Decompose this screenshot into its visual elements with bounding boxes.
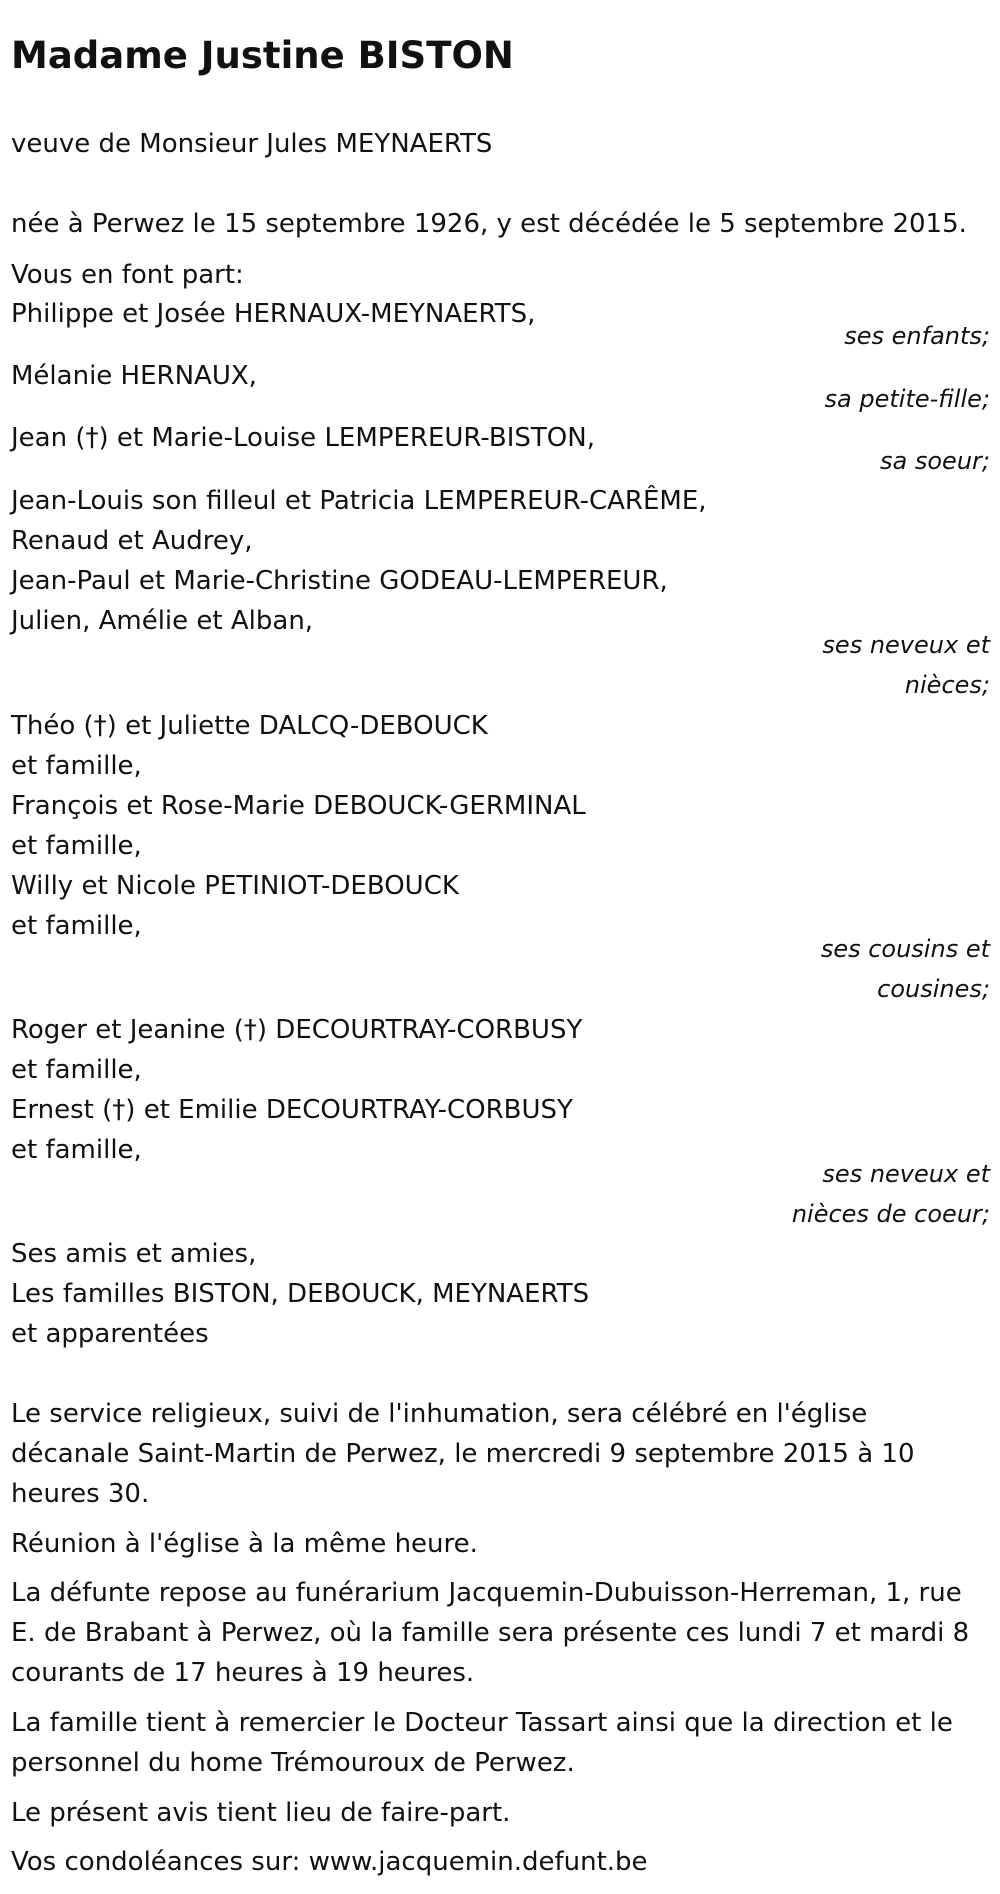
widow-of-line: veuve de Monsieur Jules MEYNAERTS — [11, 129, 493, 159]
condolences-paragraph: Vos condoléances sur: www.jacquemin.defunt.be — [11, 1847, 648, 1877]
family-line: Jean-Louis son filleul et Patricia LEMPEREUR-CARÊME, — [11, 486, 707, 516]
family-line: Théo (†) et Juliette DALCQ-DEBOUCK — [11, 711, 488, 741]
family-line: et famille, — [11, 751, 142, 781]
family-line: Jean (†) et Marie-Louise LEMPEREUR-BISTON, — [11, 423, 595, 453]
relation-label: ses neveux et — [822, 1160, 990, 1188]
family-line: et famille, — [11, 911, 142, 941]
family-line: Les familles BISTON, DEBOUCK, MEYNAERTS — [11, 1279, 590, 1309]
page-title: Madame Justine BISTON — [11, 34, 514, 77]
family-line: Mélanie HERNAUX, — [11, 361, 257, 391]
family-line: et apparentées — [11, 1319, 209, 1349]
thanks-paragraph: La famille tient à remercier le Docteur Tassart ainsi que la direction et le personnel du home Trémouroux de Perwez. — [11, 1708, 953, 1778]
family-line: et famille, — [11, 1135, 142, 1165]
family-line: Philippe et Josée HERNAUX-MEYNAERTS, — [11, 299, 536, 329]
notice-paragraph: Le présent avis tient lieu de faire-part. — [11, 1798, 511, 1828]
intro-line: Vous en font part: — [11, 260, 244, 290]
family-line: et famille, — [11, 1055, 142, 1085]
meeting-paragraph: Réunion à l'église à la même heure. — [11, 1529, 478, 1559]
family-line: Roger et Jeanine (†) DECOURTRAY-CORBUSY — [11, 1015, 583, 1045]
relation-label: sa soeur; — [880, 447, 990, 475]
family-line: Julien, Amélie et Alban, — [11, 606, 314, 636]
relation-label: cousines; — [877, 975, 990, 1003]
family-line: et famille, — [11, 831, 142, 861]
relation-label: nièces de coeur; — [791, 1200, 990, 1228]
relation-label: sa petite-fille; — [824, 385, 990, 413]
relation-label: nièces; — [904, 671, 990, 699]
family-line: Willy et Nicole PETINIOT-DEBOUCK — [11, 871, 459, 901]
funeral-home-paragraph: La défunte repose au funérarium Jacquemin-Dubuisson-Herreman, 1, rue E. de Brabant à Perwez, où la famille sera présente ces lundi 7 et mardi 8 courants de 17 heures à 19 heures. — [11, 1578, 970, 1688]
relation-label: ses enfants; — [844, 322, 990, 350]
family-line: Renaud et Audrey, — [11, 526, 253, 556]
family-line: Ernest (†) et Emilie DECOURTRAY-CORBUSY — [11, 1095, 573, 1125]
relation-label: ses cousins et — [820, 935, 990, 963]
relation-label: ses neveux et — [822, 631, 990, 659]
birth-death-line: née à Perwez le 15 septembre 1926, y est décédée le 5 septembre 2015. — [11, 209, 967, 239]
family-line: François et Rose-Marie DEBOUCK-GERMINAL — [11, 791, 586, 821]
family-line: Ses amis et amies, — [11, 1239, 257, 1269]
family-line: Jean-Paul et Marie-Christine GODEAU-LEMPEREUR, — [11, 566, 668, 596]
service-paragraph: Le service religieux, suivi de l'inhumation, sera célébré en l'église décanale Saint-Martin de Perwez, le mercredi 9 septembre 2015 à 10 heures 30. — [11, 1399, 915, 1509]
